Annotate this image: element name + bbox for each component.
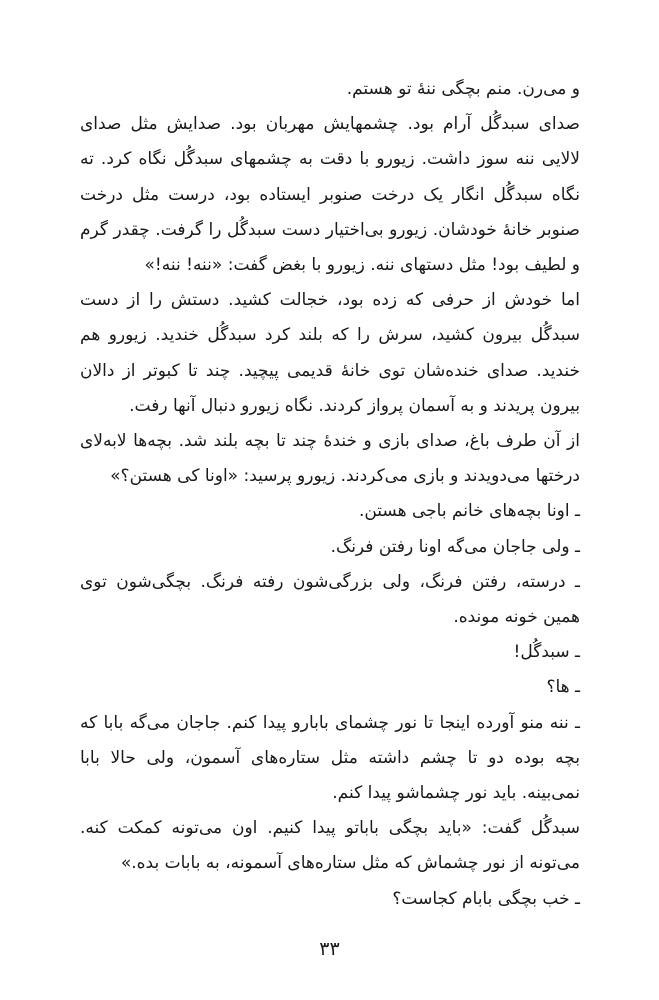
dialogue-line: ـ ها؟ xyxy=(546,677,580,698)
dialogue-line: ـ اونا بچه‌های خانم باجی هستن. xyxy=(358,501,580,522)
paragraph: اما خودش از حرفی که زده بود، خجالت کشید. دستش را از دست سبدگُل بیرون کشید، سرش را که بلند کرد سبدگُل خندید. زیورو هم خندید. صدای خنده‌شان توی خانهٔ قدیمی پیچید. چند تا کبوتر از دالان بیرون پریدند و به آسمان پرواز کردند. نگاه زیورو دنبال آنها رفت. xyxy=(80,290,580,416)
paragraph: از آن طرف باغ، صدای بازی و خندهٔ چند تا بچه بلند شد. بچه‌ها لابه‌لای درختها می‌دویدند و بازی می‌کردند. زیورو پرسید: «اونا کی هستن؟» xyxy=(80,431,580,487)
dialogue-line: ـ سبدگُل! xyxy=(513,642,580,663)
paragraph: سبدگُل گفت: «باید بچگی باباتو پیدا کنیم. اون می‌تونه کمکت کنه. می‌تونه از نور چشماش که مثل ستاره‌های آسمونه، به بابات بده.» xyxy=(80,818,580,874)
dialogue-line: ـ درسته، رفتن فرنگ، ولی بزرگی‌شون رفته فرنگ. بچگی‌شون توی همین خونه مونده. xyxy=(80,571,580,628)
page-number: ۳۳ xyxy=(319,938,340,960)
paragraph: و می‌رن. منم بچگی ننهٔ تو هستم. xyxy=(346,79,580,99)
dialogue-line: ـ خب بچگی بابام کجاست؟ xyxy=(392,888,580,909)
paragraph: صدای سبدگُل آرام بود. چشمهایش مهربان بود. صدایش مثل صدای لالایی ننه سوز داشت. زیورو با دقت به چشمهای سبدگُل نگاه کرد. ته نگاه سبدگُل انگار یک درخت صنوبر ایستاده بود، درست مثل درخت صنوبر خانهٔ خودشان. زیورو بی‌اختیار دست سبدگُل را گرفت. چقدر گرم و لطیف بود! مثل دستهای ننه. زیورو با بغض گفت: «ننه! ننه!» xyxy=(80,114,580,276)
dialogue-line: ـ ننه منو آورده اینجا تا نور چشمای بابارو پیدا کنم. جاجان می‌گه بابا که بچه بوده دو تا چشم داشته مثل ستاره‌های آسمون، ولی حالا بابا نمی‌بینه. باید نور چشماشو پیدا کنم. xyxy=(80,712,580,804)
dialogue-line: ـ ولی جاجان می‌گه اونا رفتن فرنگ. xyxy=(330,536,580,557)
body-text xyxy=(80,72,580,917)
